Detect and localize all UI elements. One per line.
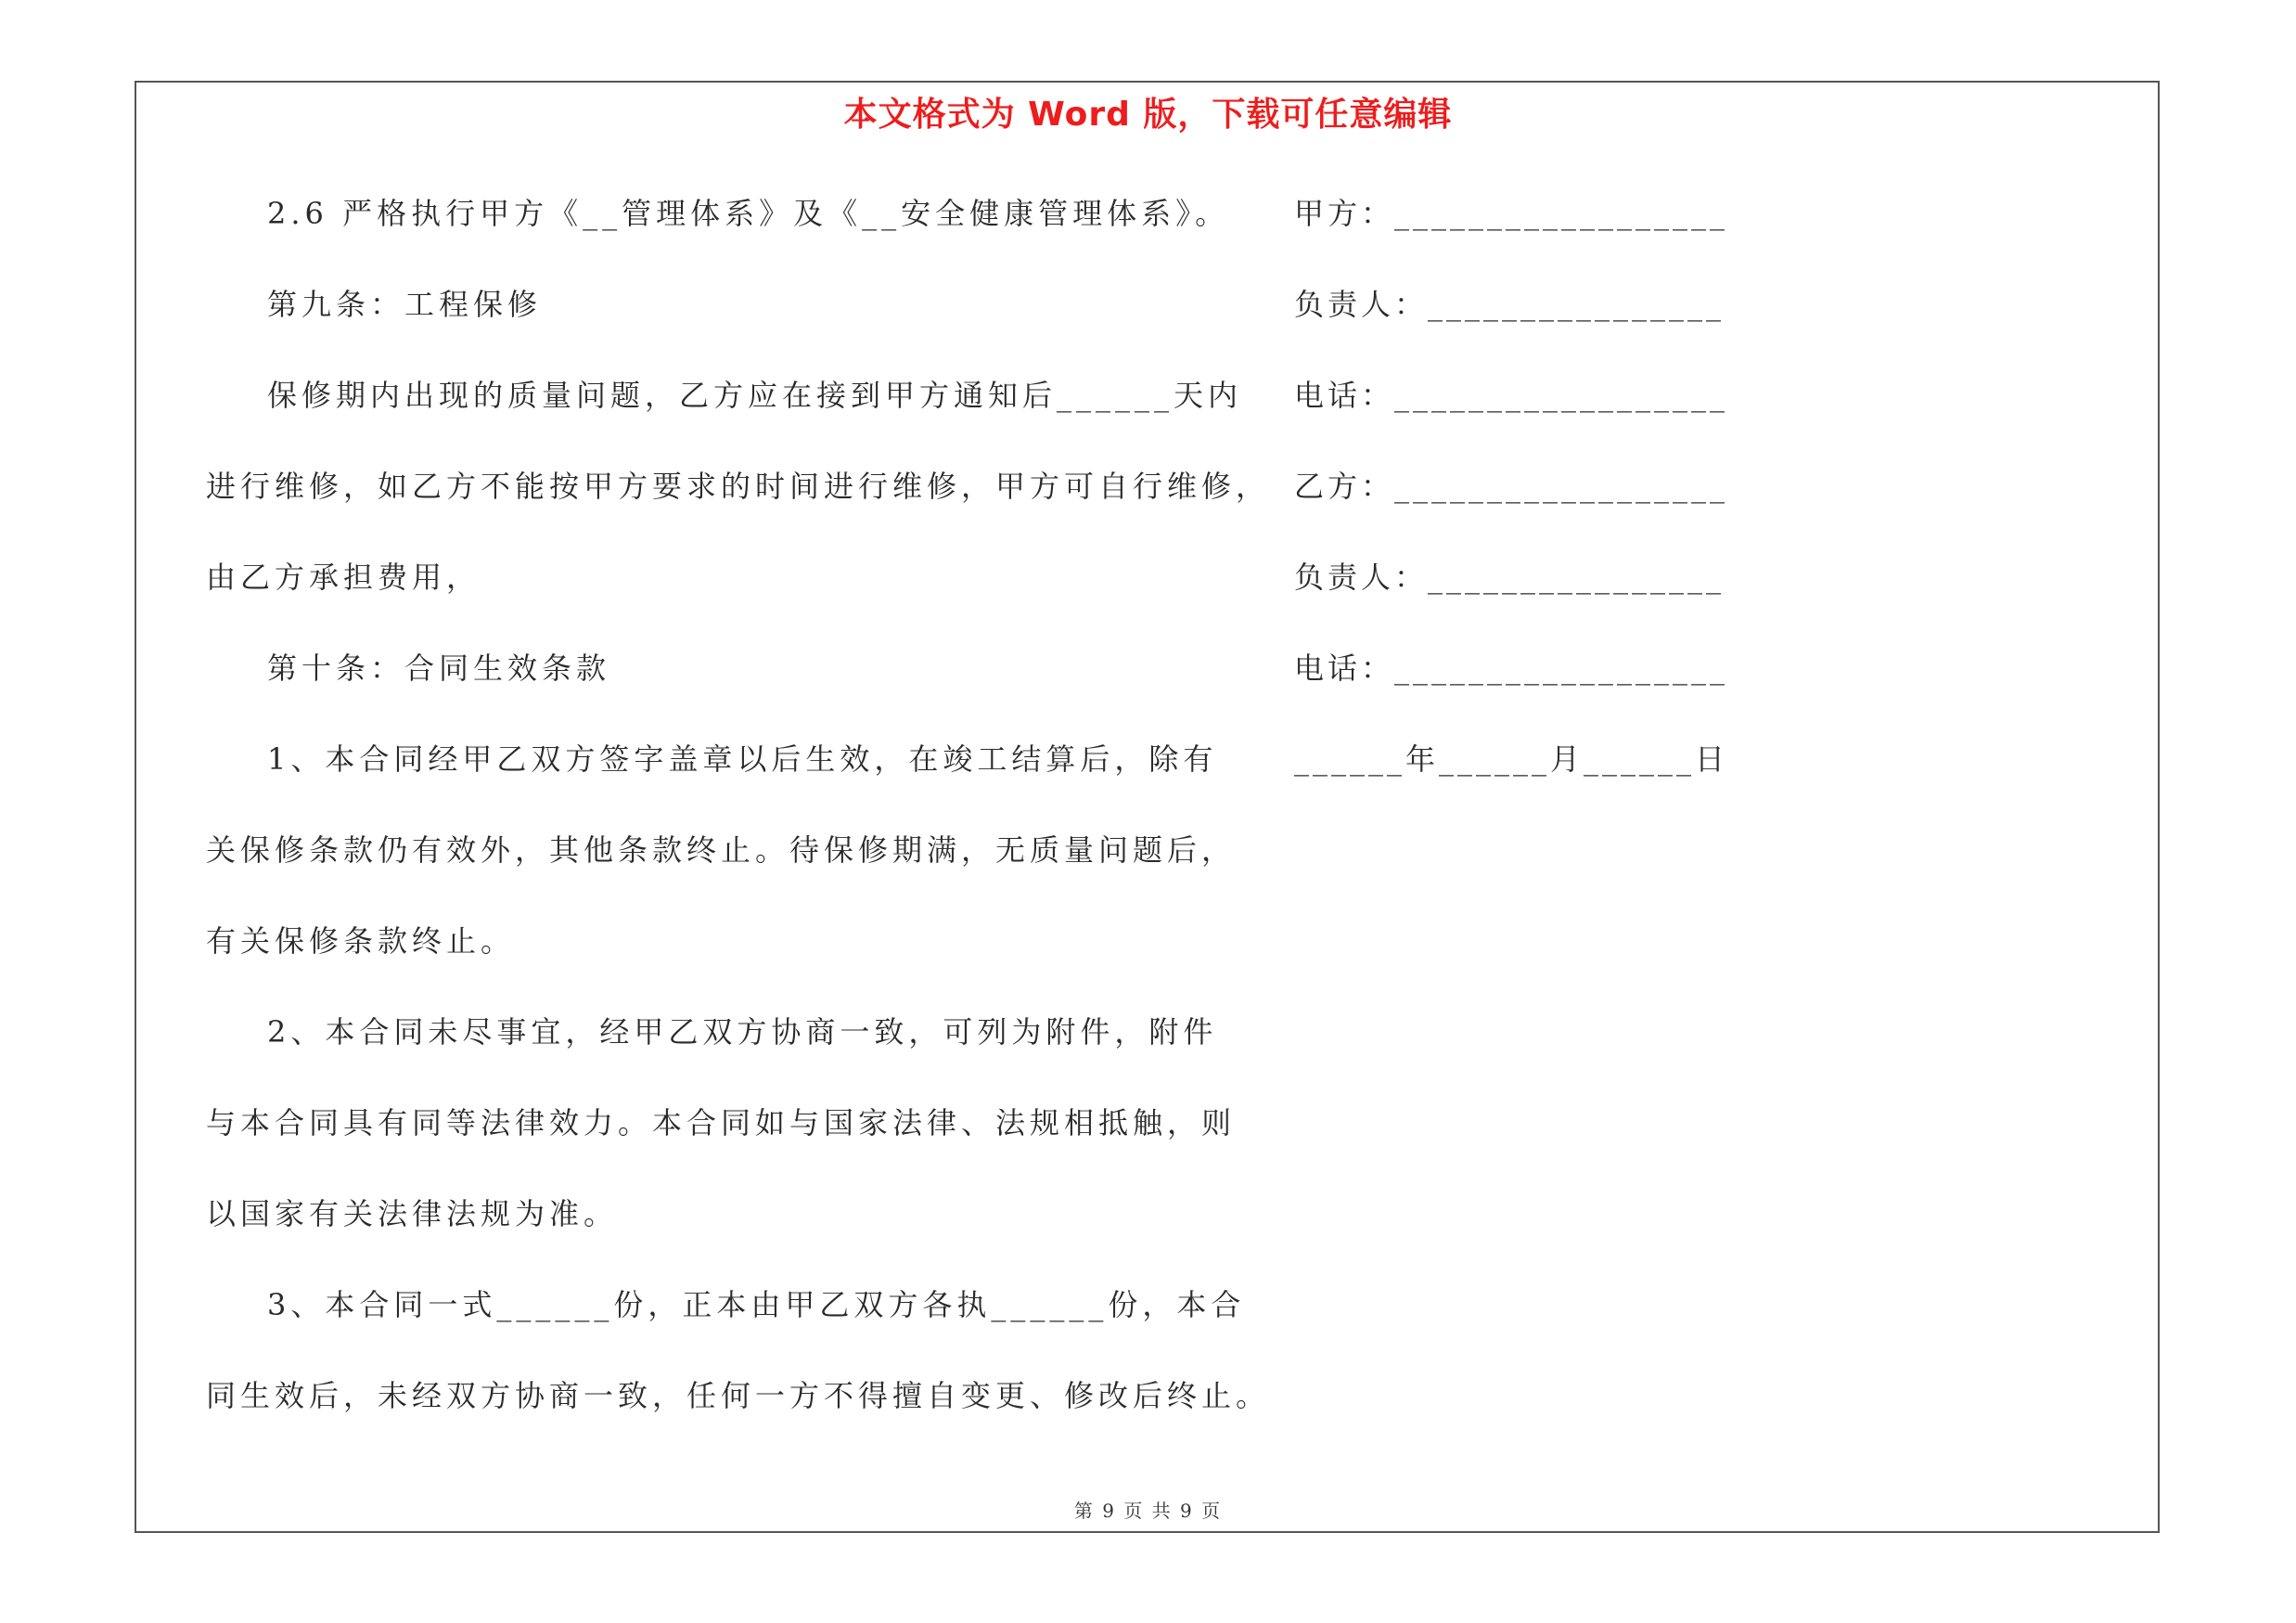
clause-3-l2: 同生效后，未经双方协商一致，任何一方不得擅自变更、修改后终止。 bbox=[206, 1378, 1271, 1413]
warranty-paragraph-l2: 进行维修，如乙方不能按甲方要求的时间进行维修，甲方可自行维修， bbox=[206, 469, 1271, 504]
clause-1-l3: 有关保修条款终止。 bbox=[206, 923, 516, 959]
clause-3-l1: 3、本合同一式______份，正本由甲乙双方各执______份，本合 bbox=[267, 1287, 1246, 1322]
party-b-person-field: 负责人：________________ bbox=[1294, 560, 1725, 595]
clause-2-l2: 与本合同具有同等法律效力。本合同如与国家法律、法规相抵触，则 bbox=[206, 1105, 1237, 1140]
clause-1-l2: 关保修条款仍有效外，其他条款终止。待保修期满，无质量问题后， bbox=[206, 832, 1237, 868]
article-9-heading: 第九条：工程保修 bbox=[267, 287, 543, 322]
article-10-heading: 第十条：合同生效条款 bbox=[267, 650, 611, 686]
party-b-phone-field: 电话：__________________ bbox=[1294, 650, 1729, 686]
party-a-person-field: 负责人：________________ bbox=[1294, 287, 1725, 322]
clause-2-l1: 2、本合同未尽事宜，经甲乙双方协商一致，可列为附件，附件 bbox=[267, 1014, 1218, 1050]
date-field: ______年______月______日 bbox=[1294, 741, 1729, 777]
clause-1-l1: 1、本合同经甲乙双方签字盖章以后生效，在竣工结算后，除有 bbox=[267, 741, 1218, 777]
warranty-paragraph-l3: 由乙方承担费用， bbox=[206, 560, 481, 595]
page-number: 第 9 页 共 9 页 bbox=[1073, 1500, 1223, 1522]
party-b-field: 乙方：__________________ bbox=[1294, 469, 1729, 504]
word-format-banner: 本文格式为 Word 版，下载可任意编辑 bbox=[843, 96, 1453, 134]
clause-2-6: 2.6 严格执行甲方《__管理体系》及《__安全健康管理体系》。 bbox=[267, 196, 1230, 231]
clause-2-l3: 以国家有关法律法规为准。 bbox=[206, 1196, 619, 1231]
party-a-field: 甲方：__________________ bbox=[1294, 196, 1729, 231]
party-a-phone-field: 电话：__________________ bbox=[1294, 378, 1729, 413]
warranty-paragraph-l1: 保修期内出现的质量问题，乙方应在接到甲方通知后______天内 bbox=[267, 378, 1243, 413]
